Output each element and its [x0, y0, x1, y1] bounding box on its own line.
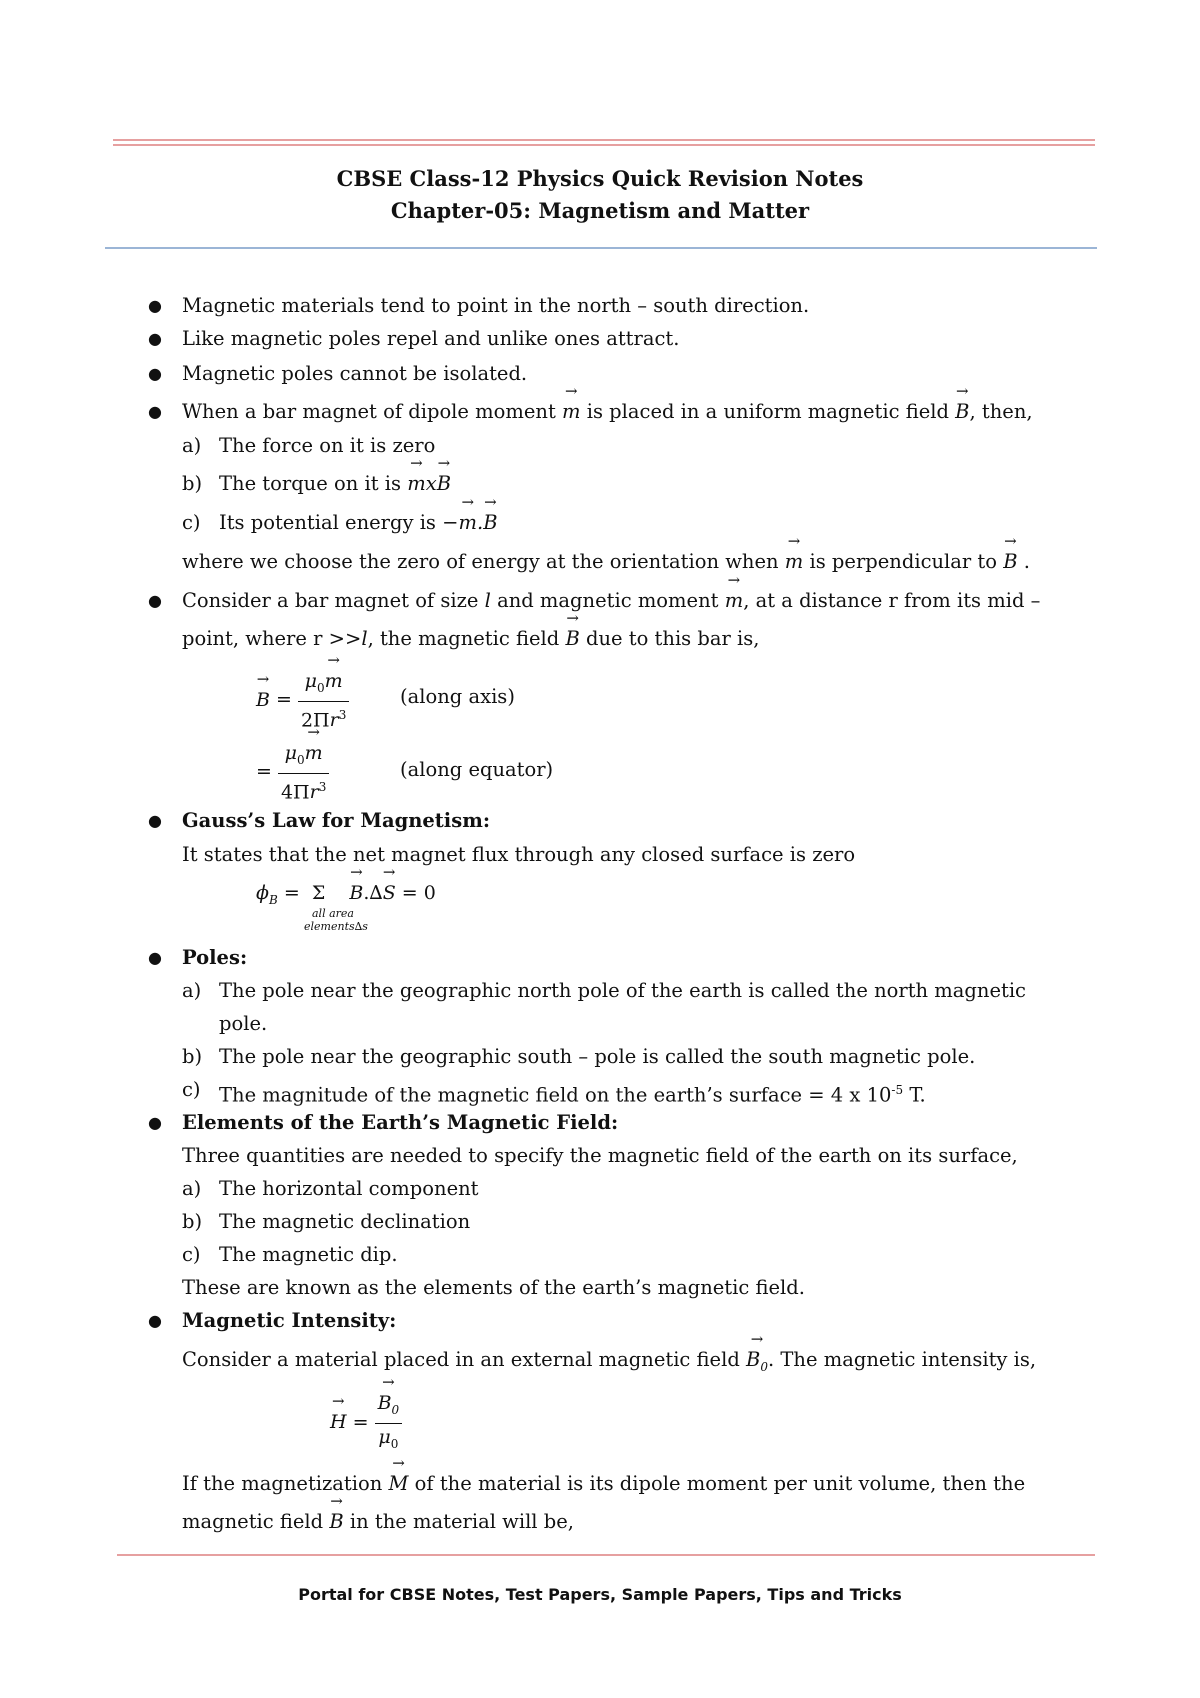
page-title: CBSE Class-12 Physics Quick Revision Notes [336, 166, 864, 191]
section-heading: Magnetic Intensity: [182, 1309, 397, 1332]
text-run: of the material is its dipole moment per unit volume, then the [414, 1472, 1026, 1495]
text-run: Consider a material placed in an external magnetic field [182, 1348, 740, 1371]
list-item [219, 471, 451, 497]
sum-subscript: all area [312, 907, 354, 920]
vector-s: → S [383, 880, 396, 906]
vector-m: → m [407, 471, 426, 497]
minus-sign: − [442, 511, 459, 534]
bullet-text: Magnetic materials tend to point in the north – south direction. [182, 294, 810, 317]
list-label: a) [182, 979, 202, 1002]
section-heading: Poles: [182, 946, 248, 969]
bullet-icon: ● [148, 1311, 162, 1330]
vector-b: → B [1003, 549, 1017, 575]
text-run: and magnetic moment [497, 589, 719, 612]
list-label: b) [182, 1210, 203, 1233]
vector-b: → B [256, 687, 270, 713]
bullet-icon: ● [148, 591, 162, 610]
list-label: b) [182, 472, 203, 495]
equation-label: (along axis) [400, 685, 515, 708]
header-rule-top-2 [113, 144, 1095, 146]
equation-equator: = $\frac{\mu_0\to m}{4\Pi r^3}$ [256, 740, 329, 805]
text-run: is placed in a uniform magnetic field [586, 400, 949, 423]
paragraph-text: where we choose the zero of energy at the orientation when → m is perpendicular to → B . [182, 549, 1030, 575]
paragraph-text [182, 626, 759, 652]
fraction: $\frac{\mu_0\to m}{4\Pi r^3}$ [278, 740, 329, 805]
text-run: , the magnetic field [367, 627, 560, 650]
bullet-text: Magnetic poles cannot be isolated. [182, 362, 528, 385]
paragraph-text: It states that the net magnet flux through any closed surface is zero [182, 843, 856, 866]
text-run: If the magnetization [182, 1472, 383, 1495]
list-item [219, 1077, 926, 1109]
vector-b: → B [437, 471, 451, 497]
footer-rule [117, 1554, 1095, 1556]
text-run: , then, [969, 400, 1033, 423]
bullet-icon: ● [148, 364, 162, 383]
list-label: a) [182, 434, 202, 457]
bullet-icon: ● [148, 402, 162, 421]
vector-m: → m [785, 549, 804, 575]
list-label: a) [182, 1177, 202, 1200]
bullet-text [182, 588, 1040, 614]
equation-label: (along equator) [400, 758, 554, 781]
list-item [219, 510, 498, 536]
fraction: $\frac{\mu_0\to m}{2\Pi r^3}$ [298, 668, 349, 733]
paragraph-text: Three quantities are needed to specify the magnetic field of the earth on its surface, [182, 1144, 1018, 1167]
equation-gauss: $\phi_B = \Sigma$ → B.∆→ S = 0 [256, 880, 436, 913]
equation-axis: → B = $\frac{\mu_0\to m}{2\Pi r^3}$ [256, 668, 349, 733]
dot-symbol: . [476, 511, 484, 534]
list-item: The pole near the geographic north pole of the earth is called the north magnetic [219, 979, 1026, 1002]
text-run: Its potential energy is [219, 511, 436, 534]
vector-magnetization: → M [389, 1471, 409, 1497]
bullet-text [182, 399, 1033, 425]
bullet-text: Like magnetic poles repel and unlike ones attract. [182, 327, 680, 350]
text-run: The torque on it is [219, 472, 401, 495]
vector-b: → B [955, 399, 969, 425]
fraction: → $\frac{B_0}{\mu_0}$ [375, 1390, 403, 1457]
text-run: , at a distance r from its mid – [743, 589, 1041, 612]
section-heading: Elements of the Earth’s Magnetic Field: [182, 1111, 619, 1134]
exponent: -5 [891, 1083, 904, 1097]
vector-h: → H [330, 1409, 347, 1435]
paragraph-text [182, 1347, 1036, 1380]
vector-m: → m [458, 510, 477, 536]
list-item: The pole near the geographic south – pole is called the south magnetic pole. [219, 1045, 976, 1068]
vector-b0: → $B_0$ [746, 1347, 768, 1380]
header-rule-top [113, 139, 1095, 141]
vector-b: → B [349, 880, 363, 906]
list-item: The horizontal component [219, 1177, 479, 1200]
vector-b: → B [483, 510, 497, 536]
list-label: c) [182, 511, 201, 534]
bullet-icon: ● [148, 811, 162, 830]
vector-m: → m [725, 588, 744, 614]
text-run: When a bar magnet of dipole moment [182, 400, 556, 423]
title-rule [105, 247, 1097, 249]
section-heading: Gauss’s Law for Magnetism: [182, 809, 491, 832]
list-item: The magnetic dip. [219, 1243, 398, 1266]
text-run: magnetic field [182, 1510, 324, 1533]
paragraph-text: These are known as the elements of the earth’s magnetic field. [182, 1276, 805, 1299]
symbol-l: l [484, 589, 491, 612]
sum-subscript: elements∆s [304, 920, 368, 933]
bullet-icon: ● [148, 948, 162, 967]
symbol-l: l [361, 627, 368, 650]
text-run: . The magnetic intensity is, [768, 1348, 1037, 1371]
text-run: T. [903, 1083, 926, 1107]
text-run: The magnitude of the magnetic field on the earth’s surface = 4 x 10 [219, 1083, 892, 1107]
text-run: where we choose the zero of energy at the orientation when [182, 550, 779, 573]
paragraph-text [182, 1509, 574, 1535]
list-label: c) [182, 1078, 201, 1101]
list-label: b) [182, 1045, 203, 1068]
list-label: c) [182, 1243, 201, 1266]
footer-text: Portal for CBSE Notes, Test Papers, Sample Papers, Tips and Tricks [298, 1585, 902, 1604]
list-item: The magnetic declination [219, 1210, 471, 1233]
text-run: point, where r >> [182, 627, 362, 650]
cross-symbol: x [425, 472, 437, 495]
chapter-title: Chapter-05: Magnetism and Matter [390, 198, 810, 223]
text-run: is perpendicular to [809, 550, 998, 573]
bullet-icon: ● [148, 296, 162, 315]
vector-b: → B [329, 1509, 343, 1535]
equation-intensity: → H = → $\frac{B_0}{\mu_0}$ [330, 1390, 402, 1457]
list-item: pole. [219, 1012, 268, 1035]
paragraph-text [182, 1471, 1025, 1497]
bullet-icon: ● [148, 1113, 162, 1132]
list-item: The force on it is zero [219, 434, 436, 457]
text-run: Consider a bar magnet of size [182, 589, 479, 612]
vector-b: → B [565, 626, 579, 652]
text-run: in the material will be, [349, 1510, 574, 1533]
text-run: due to this bar is, [586, 627, 760, 650]
bullet-icon: ● [148, 329, 162, 348]
vector-m: → m [562, 399, 581, 425]
